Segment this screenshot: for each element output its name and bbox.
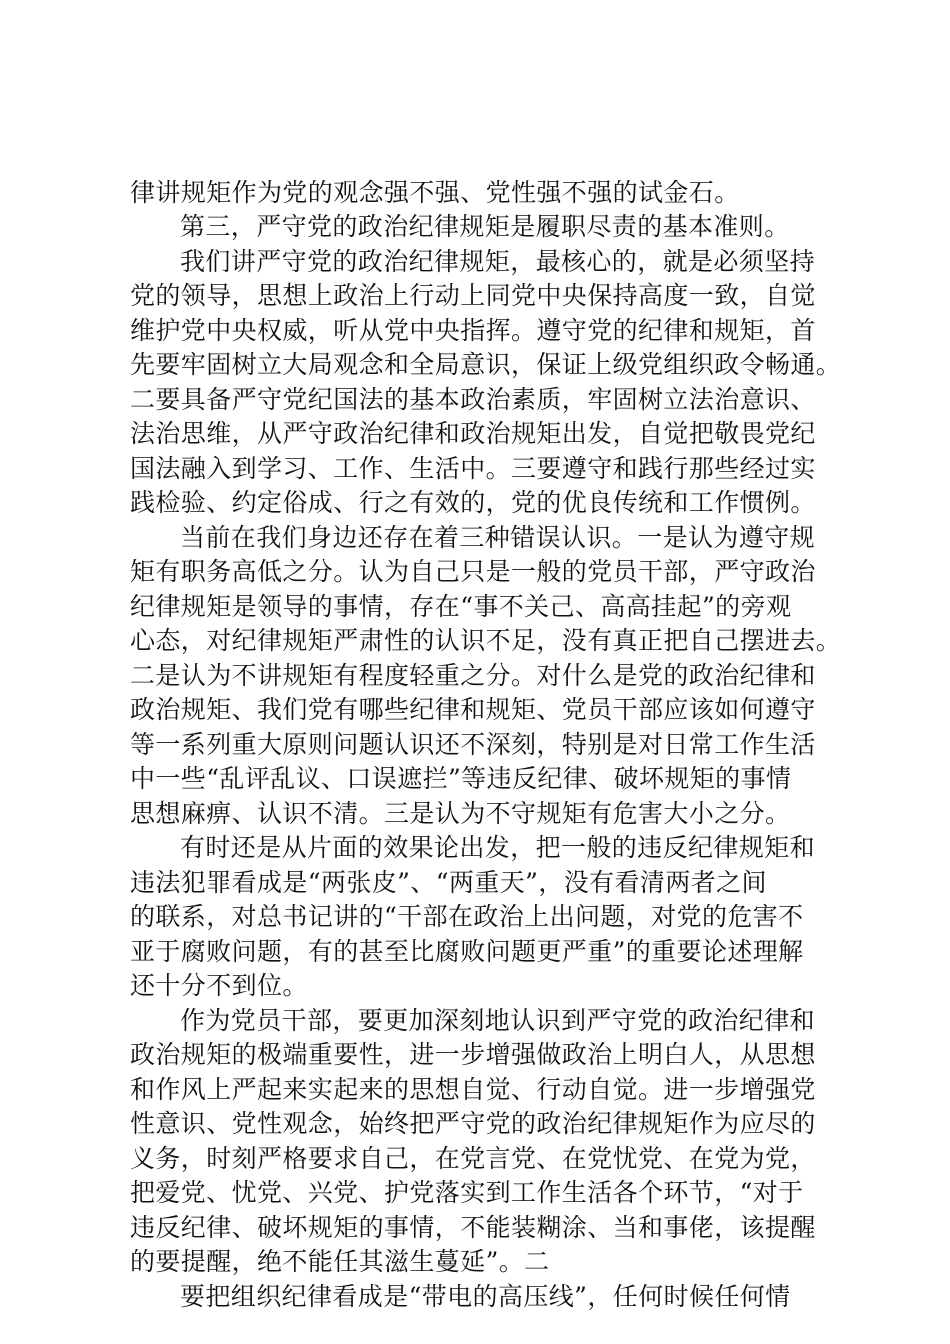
text-line: 矩有职务高低之分。认为自己只是一般的党员干部，严守政治: [130, 557, 816, 586]
text-line: 我们讲严守党的政治纪律规矩，最核心的，就是必须坚持: [180, 247, 816, 276]
text-line: 心态，对纪律规矩严肃性的认识不足，没有真正把自己摆进去。: [130, 626, 842, 655]
text-line: 有时还是从片面的效果论出发，把一般的违反纪律规矩和: [180, 833, 816, 862]
text-line: 性意识、党性观念，始终把严守党的政治纪律规矩作为应尽的: [130, 1109, 816, 1138]
text-line: 中一些“乱评乱议、口误遮拦”等违反纪律、破坏规矩的事情: [130, 764, 792, 793]
text-line: 践检验、约定俗成、行之有效的，党的优良传统和工作惯例。: [130, 488, 816, 517]
text-line: 要把组织纪律看成是“带电的高压线”，任何时候任何情: [180, 1282, 791, 1311]
text-line: 二要具备严守党纪国法的基本政治素质，牢固树立法治意识、: [130, 385, 816, 414]
text-line: 政治规矩的极端重要性，进一步增强做政治上明白人，从思想: [130, 1040, 816, 1069]
text-line: 作为党员干部，要更加深刻地认识到严守党的政治纪律和: [180, 1006, 816, 1035]
text-line: 国法融入到学习、工作、生活中。三要遵守和践行那些经过实: [130, 454, 816, 483]
text-line: 还十分不到位。: [130, 971, 308, 1000]
text-line: 违反纪律、破坏规矩的事情，不能装糊涂、当和事佬，该提醒: [130, 1213, 816, 1242]
text-line: 法治思维，从严守政治纪律和政治规矩出发，自觉把敬畏党纪: [130, 419, 816, 448]
text-line: 思想麻痹、认识不清。三是认为不守规矩有危害大小之分。: [130, 799, 791, 828]
text-line: 违法犯罪看成是“两张皮”、“两重天”，没有看清两者之间: [130, 868, 767, 897]
text-line: 把爱党、忧党、兴党、护党落实到工作生活各个环节，“对于: [130, 1178, 804, 1207]
text-line: 律讲规矩作为党的观念强不强、党性强不强的试金石。: [130, 178, 740, 207]
text-line: 的联系，对总书记讲的“干部在政治上出问题，对党的危害不: [130, 902, 804, 931]
text-line: 纪律规矩是领导的事情，存在“事不关己、高高挂起”的旁观: [130, 592, 792, 621]
text-line: 义务，时刻严格要求自己，在党言党、在党忧党、在党为党，: [130, 1144, 816, 1173]
text-line: 政治规矩、我们党有哪些纪律和规矩、党员干部应该如何遵守: [130, 695, 816, 724]
text-line: 第三，严守党的政治纪律规矩是履职尽责的基本准则。: [180, 212, 790, 241]
text-line: 的要提醒，绝不能任其滋生蔓延”。二: [130, 1247, 550, 1276]
text-line: 党的领导，思想上政治上行动上同党中央保持高度一致，自觉: [130, 281, 816, 310]
text-line: 维护党中央权威，听从党中央指挥。遵守党的纪律和规矩，首: [130, 316, 816, 345]
text-line: 二是认为不讲规矩有程度轻重之分。对什么是党的政治纪律和: [130, 661, 816, 690]
text-line: 先要牢固树立大局观念和全局意识，保证上级党组织政令畅通。: [130, 350, 842, 379]
text-line: 亚于腐败问题，有的甚至比腐败问题更严重”的重要论述理解: [130, 937, 804, 966]
text-line: 当前在我们身边还存在着三种错误认识。一是认为遵守规: [180, 523, 816, 552]
text-line: 和作风上严起来实起来的思想自觉、行动自觉。进一步增强党: [130, 1075, 816, 1104]
text-line: 等一系列重大原则问题认识还不深刻，特别是对日常工作生活: [130, 730, 816, 759]
